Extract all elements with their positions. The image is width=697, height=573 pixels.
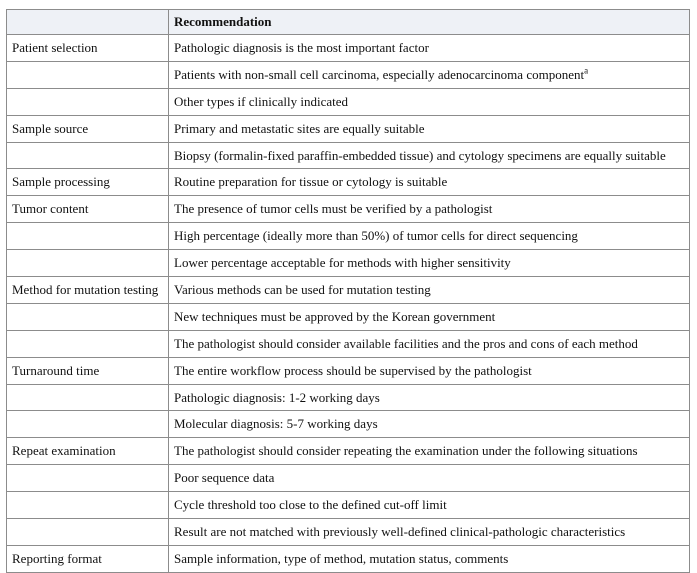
recommendation-text: Biopsy (formalin-fixed paraffin-embedded tissue) and cytology specimens are equally suitable <box>174 147 666 163</box>
table-row <box>7 169 690 196</box>
row-recommendation <box>169 330 690 357</box>
table-row <box>7 438 690 465</box>
table-row <box>7 519 690 546</box>
table-row <box>7 35 690 62</box>
header-category <box>7 10 169 35</box>
row-category: Repeat examination <box>7 438 169 465</box>
row-recommendation <box>169 545 690 572</box>
table-row <box>7 384 690 411</box>
row-category <box>7 223 169 250</box>
recommendation-text: The presence of tumor cells must be verified by a pathologist <box>174 201 493 217</box>
recommendation-text: Pathologic diagnosis: 1-2 working days <box>174 389 380 405</box>
recommendation-text: Lower percentage acceptable for methods with higher sensitivity <box>174 255 511 271</box>
row-recommendation <box>169 142 690 169</box>
recommendation-text: Cycle threshold too close to the defined cut-off limit <box>174 497 447 513</box>
recommendation-text: Result are not matched with previously well-defined clinical-pathologic characteristics <box>174 523 626 539</box>
table-row <box>7 411 690 438</box>
row-category: Patient selection <box>7 35 169 62</box>
row-recommendation <box>169 384 690 411</box>
row-category <box>7 411 169 438</box>
recommendation-text: Other types if clinically indicated <box>174 93 348 109</box>
recommendation-text: Poor sequence data <box>174 470 275 486</box>
row-category <box>7 492 169 519</box>
table-container <box>6 9 689 573</box>
recommendation-text: Routine preparation for tissue or cytology is suitable <box>174 174 448 190</box>
table-row <box>7 330 690 357</box>
row-category: Sample processing <box>7 169 169 196</box>
table-row <box>7 250 690 277</box>
row-category <box>7 330 169 357</box>
row-recommendation <box>169 465 690 492</box>
row-recommendation <box>169 115 690 142</box>
row-category: Reporting format <box>7 545 169 572</box>
table-row <box>7 277 690 304</box>
header-recommendation: Recommendation <box>169 10 690 35</box>
row-recommendation <box>169 438 690 465</box>
footnote-marker: a <box>584 65 589 76</box>
table-row <box>7 223 690 250</box>
row-recommendation <box>169 61 690 88</box>
row-recommendation <box>169 169 690 196</box>
recommendation-text: The pathologist should consider repeating the examination under the following situations <box>174 443 638 459</box>
row-recommendation <box>169 303 690 330</box>
row-recommendation <box>169 492 690 519</box>
recommendation-text: Molecular diagnosis: 5-7 working days <box>174 416 378 432</box>
row-category <box>7 519 169 546</box>
row-category <box>7 465 169 492</box>
table-header-row <box>7 10 690 35</box>
recommendation-text: Pathologic diagnosis is the most important factor <box>174 39 429 55</box>
table-row <box>7 357 690 384</box>
table-row <box>7 61 690 88</box>
row-category: Method for mutation testing <box>7 277 169 304</box>
recommendation-text: Primary and metastatic sites are equally suitable <box>174 120 425 136</box>
row-recommendation <box>169 35 690 62</box>
recommendation-text: Patients with non-small cell carcinoma, especially adenocarcinoma component <box>174 66 585 82</box>
table-row <box>7 545 690 572</box>
row-recommendation <box>169 196 690 223</box>
row-category: Tumor content <box>7 196 169 223</box>
table-row <box>7 465 690 492</box>
row-recommendation <box>169 519 690 546</box>
table-row <box>7 196 690 223</box>
row-category <box>7 142 169 169</box>
row-recommendation <box>169 223 690 250</box>
row-category <box>7 61 169 88</box>
recommendation-text: Sample information, type of method, mutation status, comments <box>174 550 509 566</box>
row-category: Turnaround time <box>7 357 169 384</box>
table-row <box>7 492 690 519</box>
row-category <box>7 88 169 115</box>
row-recommendation <box>169 357 690 384</box>
recommendation-text: New techniques must be approved by the Korean government <box>174 308 496 324</box>
row-recommendation <box>169 250 690 277</box>
recommendation-text: The entire workflow process should be supervised by the pathologist <box>174 362 532 378</box>
row-recommendation <box>169 277 690 304</box>
recommendation-text: The pathologist should consider available facilities and the pros and cons of each method <box>174 335 638 351</box>
recommendation-table <box>6 9 690 573</box>
row-category: Sample source <box>7 115 169 142</box>
recommendation-text: High percentage (ideally more than 50%) of tumor cells for direct sequencing <box>174 228 578 244</box>
recommendation-text: Various methods can be used for mutation testing <box>174 281 431 297</box>
table-row <box>7 115 690 142</box>
row-recommendation <box>169 88 690 115</box>
table-row <box>7 303 690 330</box>
row-category <box>7 250 169 277</box>
table-row <box>7 142 690 169</box>
row-category <box>7 303 169 330</box>
row-recommendation <box>169 411 690 438</box>
table-row <box>7 88 690 115</box>
row-category <box>7 384 169 411</box>
